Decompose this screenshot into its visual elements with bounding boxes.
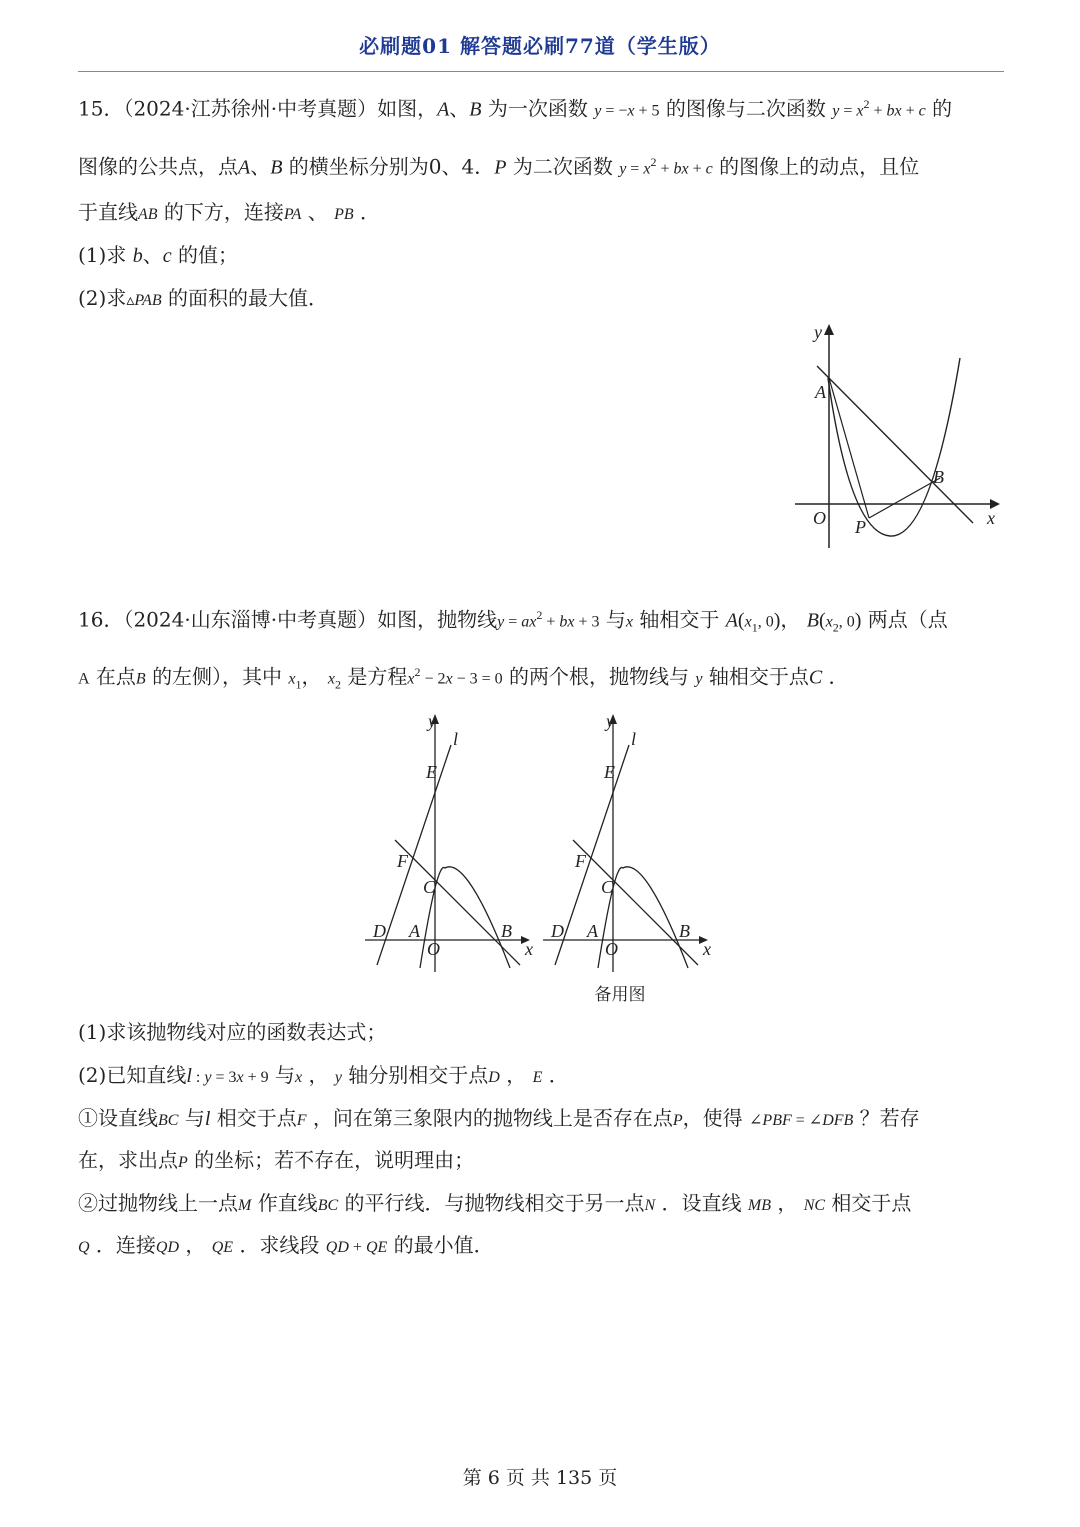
label-y: y — [428, 711, 436, 731]
label-b: B — [933, 467, 944, 487]
label-p: P — [855, 517, 866, 537]
spare-label-y: y — [606, 711, 614, 731]
label-c: C — [423, 877, 436, 897]
page-footer: 第 6 页 共 135 页 — [462, 1467, 618, 1489]
q16-line-1: 16．（2024·山东淄博·中考真题）如图，抛物线$y = ax^2$ + bx + 3 与x 轴相交于 $A(x_1$, 0)， $B(x_2$, 0) 两点（点 — [78, 607, 948, 635]
q16-part-1-cont: 在，求出点P 的坐标；若不存在，说明理由； — [78, 1148, 475, 1172]
q16-part-2: ②过抛物线上一点M 作直线BC 的平行线．与抛物线相交于另一点N ．设直线 MB ， NC 相交于点 — [78, 1191, 912, 1215]
spare-label-d: D — [551, 921, 564, 941]
label-f: F — [397, 851, 408, 871]
q15-line-2: 图像的公共点，点A、B 的横坐标分别为0、4．P 为二次函数 $y = x^2$ + bx + c 的图像上的动点，且位 — [78, 154, 920, 179]
page-header: 必刷题01 解答题必刷77道（学生版） — [359, 34, 721, 58]
q16-sub-2: (2)已知直线l : y = 3x + 9 与x ， y 轴分别相交于点D ， E ． — [78, 1063, 569, 1087]
header-rule — [78, 71, 1004, 72]
spare-label-x: x — [703, 939, 711, 959]
figure-16-main — [365, 711, 533, 972]
q16-sub-1: (1)求该抛物线对应的函数表达式； — [78, 1020, 387, 1044]
spare-label-b: B — [679, 921, 690, 941]
q15-line-1: 15．（2024·江苏徐州·中考真题）如图，A、B 为一次函数 y = −x + 5 的图像与二次函数 $y = x^2$ + bx + c 的 — [78, 96, 953, 121]
q15-line-3: 于直线AB 的下方，连接PA 、 PB ． — [78, 200, 381, 224]
label-o: O — [427, 939, 440, 959]
label-y: y — [814, 322, 822, 342]
q15-sub-2: (2)求▵PAB 的面积的最大值． — [78, 286, 328, 310]
label-a: A — [815, 382, 826, 402]
spare-label-f: F — [575, 851, 586, 871]
label-l: l — [453, 729, 459, 749]
label-x: x — [987, 508, 995, 528]
spare-label-l: l — [631, 729, 637, 749]
y-axis-arrow — [824, 324, 834, 335]
figure-16-spare — [543, 711, 711, 972]
spare-label-e: E — [604, 762, 615, 782]
q16-part-1: ①设直线BC 与l 相交于点F ，问在第三象限内的抛物线上是否存在点P，使得 ∠PBF = ∠DFB ？若存 — [78, 1106, 920, 1130]
segment-pb — [869, 478, 940, 518]
label-o: O — [813, 508, 826, 528]
q15-sub-1: (1)求 b、c 的值； — [78, 243, 238, 267]
label-b: B — [501, 921, 512, 941]
label-x: x — [525, 939, 533, 959]
figure-15 — [795, 318, 1015, 548]
spare-label-o: O — [605, 939, 618, 959]
label-a: A — [409, 921, 420, 941]
q16-line-2: A 在点B 的左侧），其中 $x_1$， $x_2$ 是方程$x^2 - 2x - 3 = 0$ 的两个根，抛物线与 y 轴相交于点C ． — [78, 664, 849, 692]
figure-caption: 备用图 — [594, 985, 646, 1005]
parabola — [828, 358, 960, 536]
q16-part-2-cont: Q ．连接QD ， QE ．求线段 QD + QE 的最小值． — [78, 1233, 494, 1257]
label-d: D — [373, 921, 386, 941]
label-e: E — [426, 762, 437, 782]
spare-label-a: A — [587, 921, 598, 941]
spare-label-c: C — [601, 877, 614, 897]
figure-16 — [365, 710, 725, 980]
